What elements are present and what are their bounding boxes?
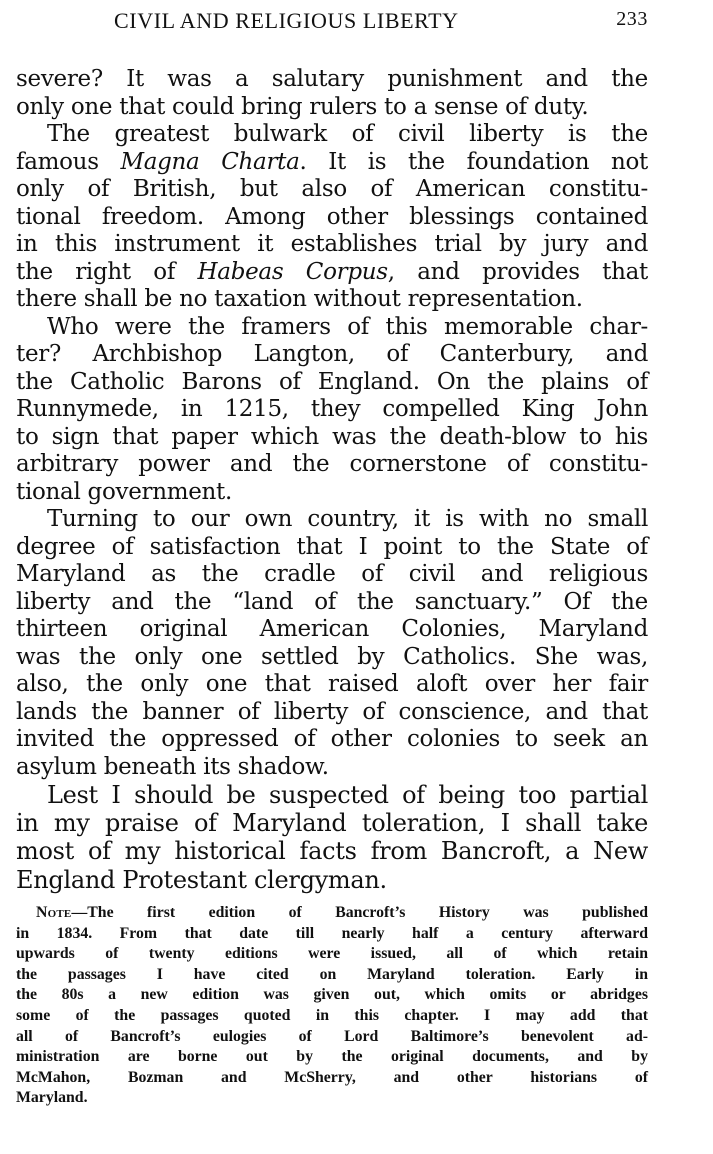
note-label: Note <box>36 904 72 921</box>
text-line: tional freedom. Among other blessings contained <box>16 203 648 230</box>
text-line: only one that could bring rulers to a sense of duty. <box>16 93 589 120</box>
footnote <box>16 903 648 1109</box>
text-line: invited the oppressed of other colonies to seek an <box>16 726 648 752</box>
page-header <box>0 8 713 38</box>
text-line: there shall be no taxation without representation. <box>16 286 583 312</box>
text-line: liberty and the “land of the sanctuary.” Of the <box>16 588 648 615</box>
running-title: CIVIL AND RELIGIOUS LIBERTY <box>114 8 459 33</box>
page-number: 233 <box>616 8 648 30</box>
text-line: Maryland as the cradle of civil and religious <box>16 561 648 587</box>
footnote-line: all of Bancroft’s eulogies of Lord Baltimore’s benevolent ad- <box>16 1027 648 1045</box>
text-line: Lest I should be suspected of being too partial <box>47 781 648 809</box>
footnote-line: McMahon, Bozman and McSherry, and other historians of <box>16 1068 648 1086</box>
text-line: Turning to our own country, it is with no small <box>47 506 648 532</box>
text-line: degree of satisfaction that I point to the State of <box>16 533 648 560</box>
text-line: the right of Habeas Corpus, and provides that <box>16 258 648 285</box>
text-line: severe? It was a salutary punishment and the <box>16 66 648 92</box>
footnote-line: the 80s a new edition was given out, which omits or abridges <box>16 986 648 1004</box>
text-line: the Catholic Barons of England. On the plains of <box>16 368 648 395</box>
text-line: ter? Archbishop Langton, of Canterbury, and <box>16 341 648 367</box>
footnote-line <box>16 903 648 924</box>
text-line: arbitrary power and the cornerstone of constitu- <box>16 451 648 477</box>
text-line: asylum beneath its shadow. <box>16 753 329 780</box>
footnote-line: some of the passages quoted in this chapter. I may add that <box>16 1006 648 1024</box>
text-line: in my praise of Maryland toleration, I shall take <box>16 809 648 838</box>
text-line: tional government. <box>16 478 233 505</box>
text-line: Runnymede, in 1215, they compelled King John <box>16 396 648 422</box>
text-line: famous Magna Charta. It is the foundation not <box>16 148 648 175</box>
text-line: thirteen original American Colonies, Maryland <box>16 616 648 642</box>
note-first-line: The first edition of Bancroft’s History was published <box>87 904 648 921</box>
text-line: The greatest bulwark of civil liberty is the <box>47 121 648 147</box>
text-line: lands the banner of liberty of conscience, and that <box>16 698 648 725</box>
main-text <box>16 66 648 894</box>
footnote-line: upwards of twenty editions were issued, all of which retain <box>16 945 648 963</box>
text-line: England Protestant clergyman. <box>16 865 387 894</box>
italic-title: Habeas Corpus <box>197 258 388 285</box>
footnote-line: the passages I have cited on Maryland toleration. Early in <box>16 965 648 983</box>
footnote-line: ministration are borne out by the original documents, and by <box>16 1048 648 1066</box>
footnote-line: Maryland. <box>16 1089 88 1107</box>
text-line: most of my historical facts from Bancroft, a New <box>16 837 648 866</box>
text-line: to sign that paper which was the death-blow to his <box>16 423 648 450</box>
text-line: also, the only one that raised aloft over her fair <box>16 671 648 697</box>
text-line: in this instrument it establishes trial by jury and <box>16 231 648 257</box>
footnote-line: in 1834. From that date till nearly half a century afterward <box>16 924 648 942</box>
text-line: Who were the framers of this memorable char- <box>47 313 648 340</box>
note-dash: — <box>71 904 88 921</box>
italic-title: Magna Charta <box>120 148 300 175</box>
text-line: only of British, but also of American constitu- <box>16 176 648 202</box>
text-line: was the only one settled by Catholics. She was, <box>16 643 648 670</box>
